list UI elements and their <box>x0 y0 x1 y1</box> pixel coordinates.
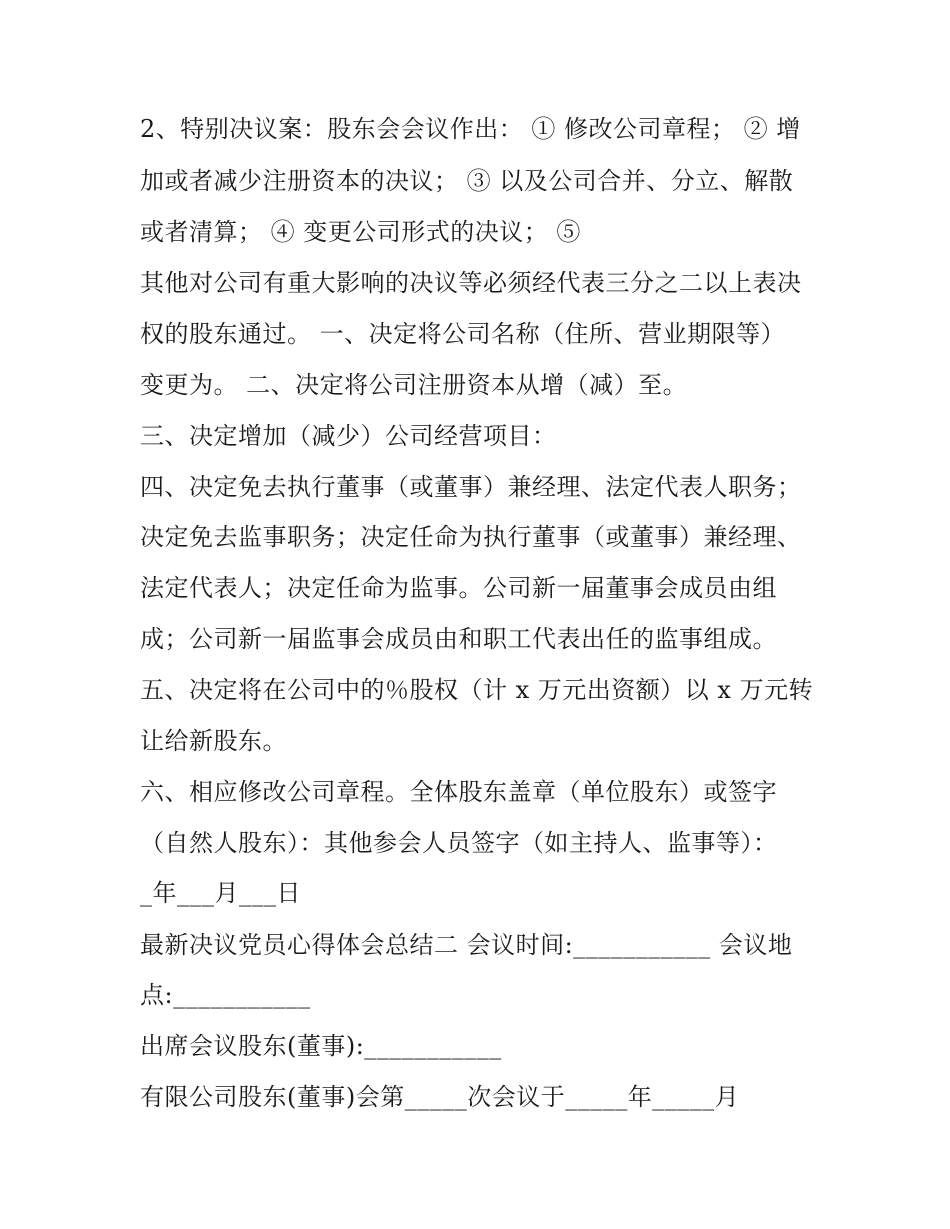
text-line-8: 四、决定免去执行董事（或董事）兼经理、法定代表人职务； <box>140 473 802 501</box>
text-line-7: 三、决定增加（减少）公司经营项目： <box>140 422 557 450</box>
text-line-18: 点:___________ <box>140 981 311 1009</box>
text-line-3: 或者清算； ④ 变更公司形式的决议； ⑤ <box>140 218 581 246</box>
text-line-15: （自然人股东）：其他参会人员签字（如主持人、监事等）： <box>140 829 778 857</box>
text-line-1: 2、特别决议案：股东会会议作出： ① 修改公司章程； ② 增 <box>140 115 801 143</box>
text-line-6: 变更为。 二、决定将公司注册资本从增（减）至。 <box>140 371 688 399</box>
text-line-10: 法定代表人；决定任命为监事。公司新一届董事会成员由组 <box>140 574 777 602</box>
text-line-17: 最新决议党员心得体会总结二 会议时间:___________ 会议地 <box>140 931 793 959</box>
text-line-5: 权的股东通过。 一、决定将公司名称（住所、营业期限等） <box>140 320 786 348</box>
text-line-12: 五、决定将在公司中的％股权（计 x 万元出资额）以 x 万元转 <box>140 676 814 704</box>
date-line: _年___月___日 <box>140 879 301 907</box>
text-line-14: 六、相应修改公司章程。全体股东盖章（单位股东）或签字 <box>140 778 777 806</box>
text-line-13: 让给新股东。 <box>140 727 287 755</box>
text-line-9: 决定免去监事职务；决定任命为执行董事（或董事）兼经理、 <box>140 523 802 551</box>
text-line-19: 出席会议股东(董事):___________ <box>140 1032 502 1060</box>
text-line-4: 其他对公司有重大影响的决议等必须经代表三分之二以上表决 <box>140 269 802 297</box>
text-line-2: 加或者减少注册资本的决议； ③ 以及公司合并、分立、解散 <box>140 167 794 195</box>
text-line-20: 有限公司股东(董事)会第_____次会议于_____年_____月 <box>140 1083 740 1111</box>
text-line-11: 成；公司新一届监事会成员由和职工代表出任的监事组成。 <box>140 625 777 653</box>
